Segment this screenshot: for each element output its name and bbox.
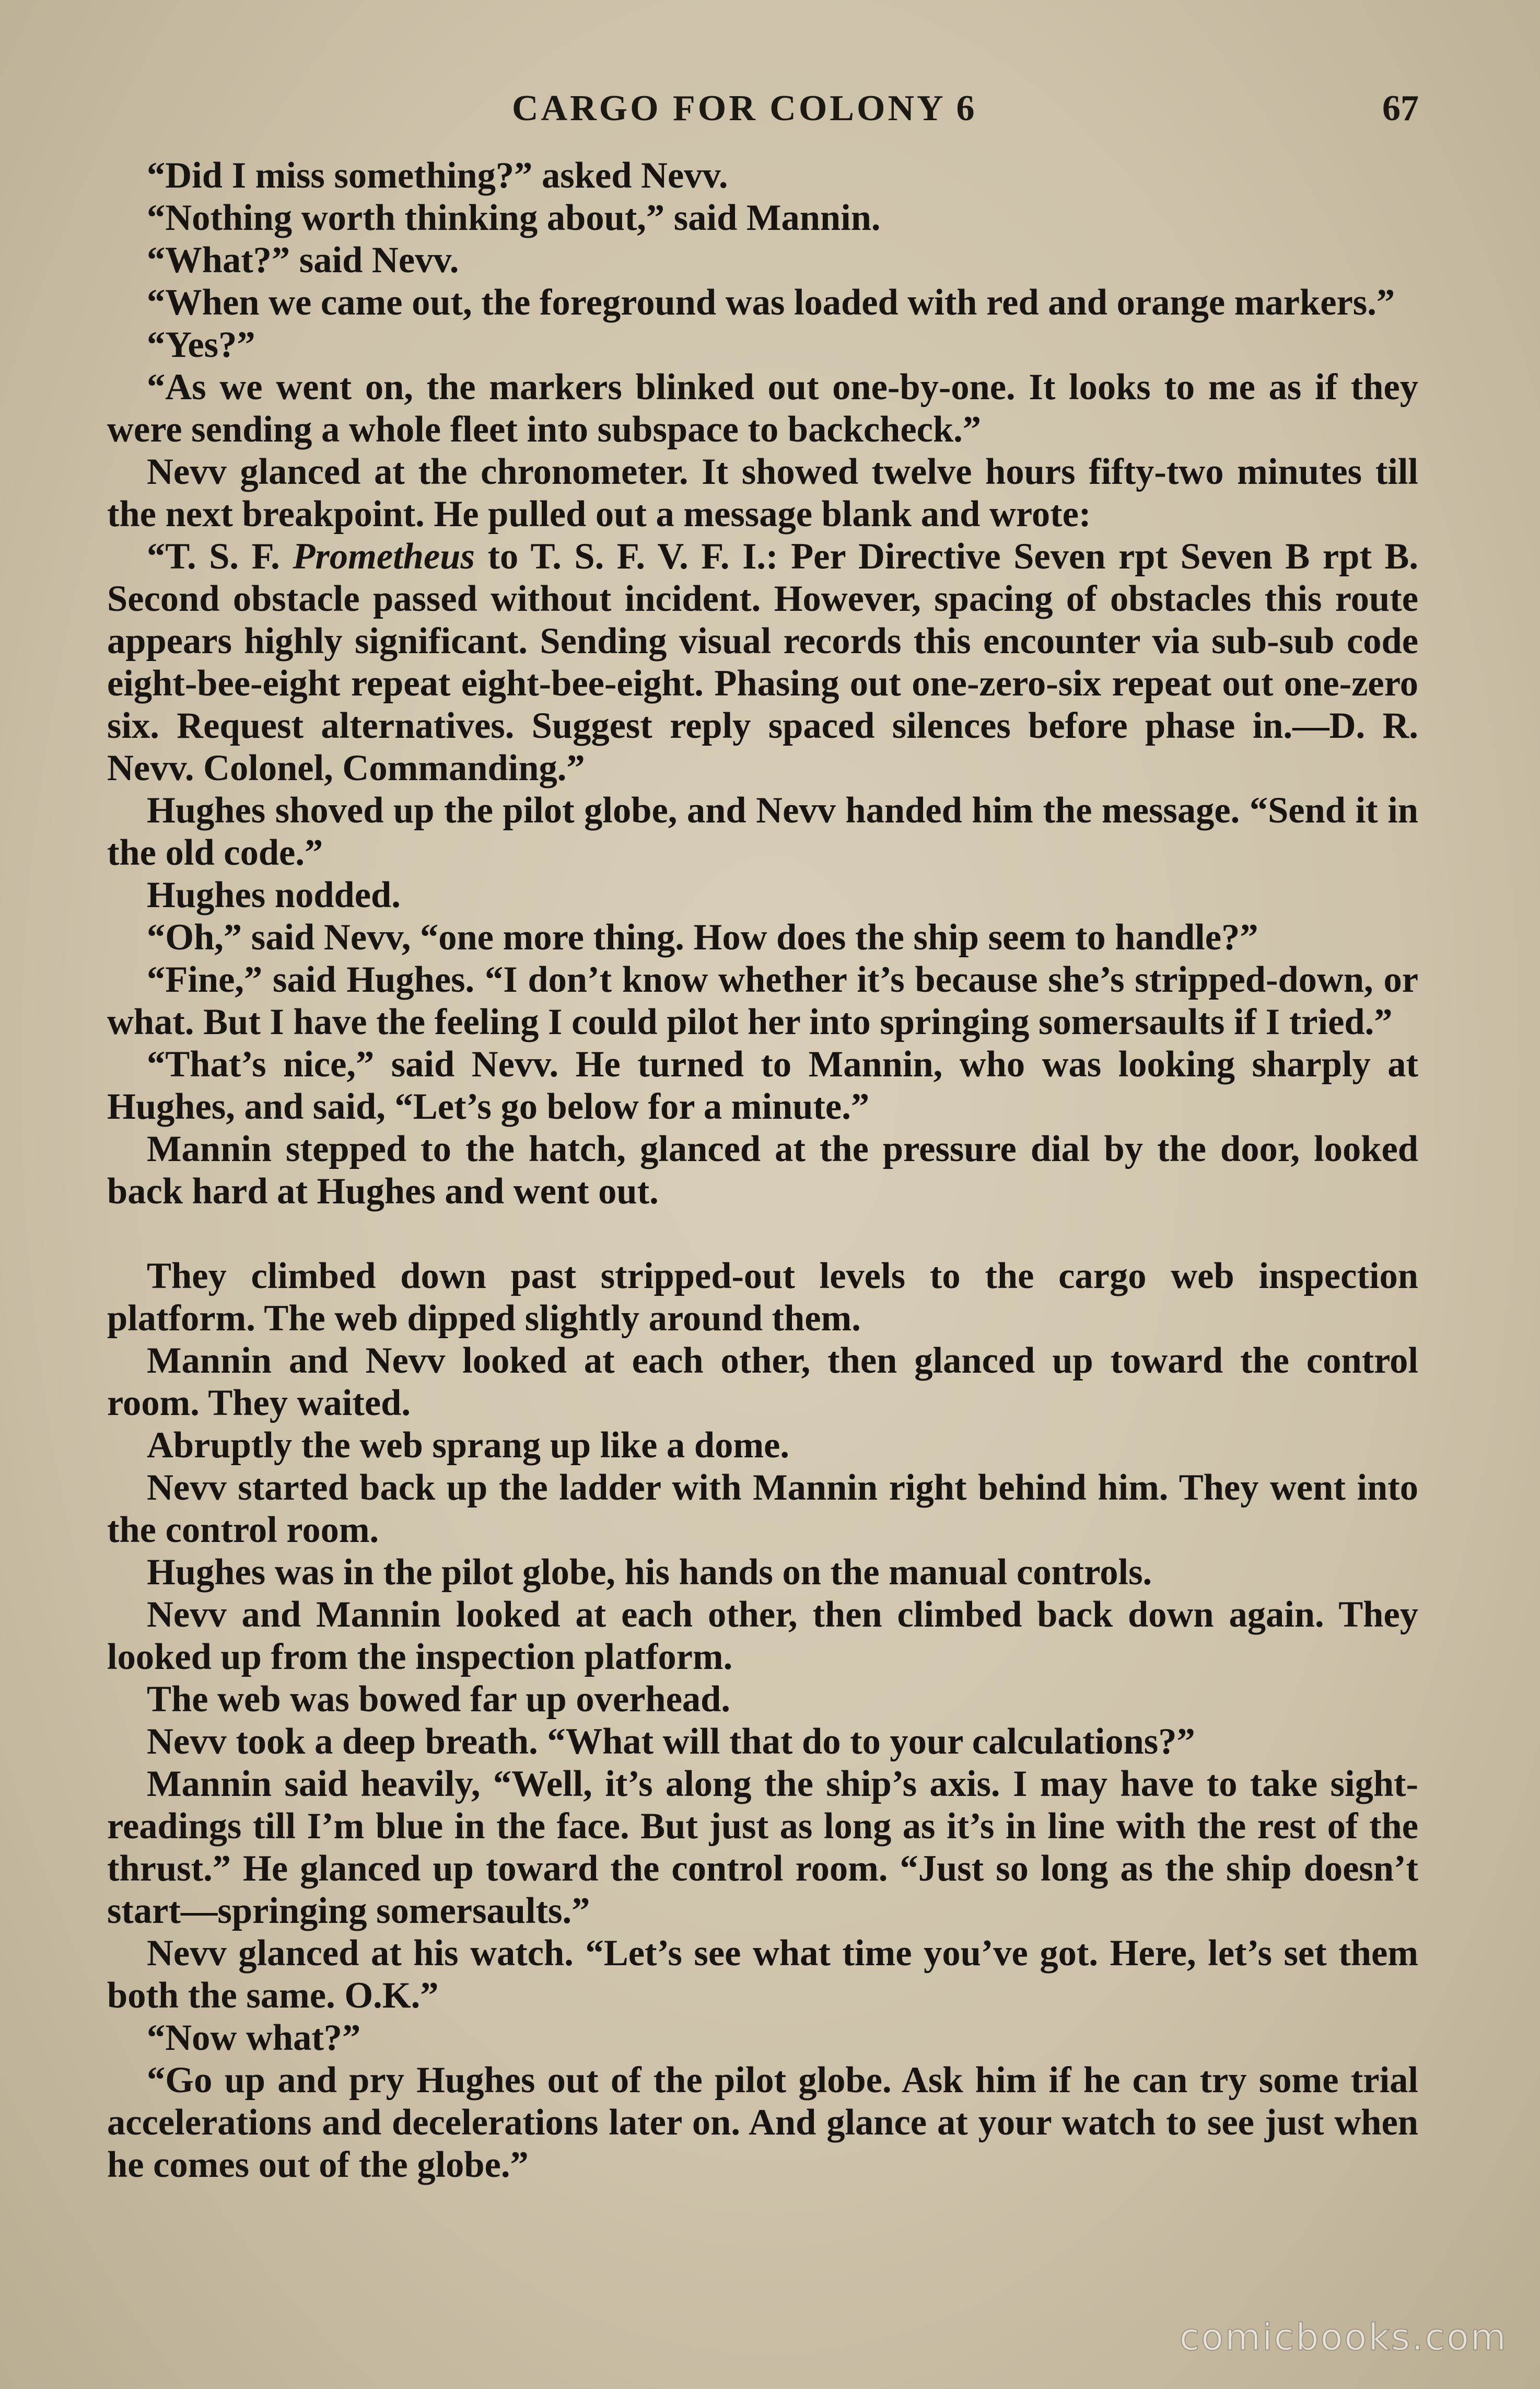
paragraph [107,959,1418,1043]
paragraph [107,1763,1418,1932]
paragraph-text: Nevv started back up the ladder with Mannin right behind him. They went into the control room. [107,1467,1418,1550]
paragraph-text: Mannin and Nevv looked at each other, then glanced up toward the control room. They waited. [107,1340,1418,1423]
paragraph-text: “Now what?” [147,2017,361,2058]
paragraph [107,2017,1418,2059]
paragraph [107,1594,1418,1678]
italic-text: Prometheus [293,536,475,577]
running-title: CARGO FOR COLONY 6 [512,88,977,129]
paragraph [107,1340,1418,1424]
body-text [107,155,1418,2186]
paragraph [107,324,1418,366]
paragraph [107,155,1418,197]
paragraph [107,536,1418,790]
paragraph [107,282,1418,324]
paragraph [107,1551,1418,1594]
paragraph-text: to T. S. F. V. F. I.: Per Directive Seven rpt Seven B rpt B. Second obstacle passed without incident. However, spacing of obstacles this route appears highly significant. Sending visual records this encounter via sub-sub code eight-bee-eight repeat eight-bee-eight. Phasing out one-zero-six repeat out one-zero six. Request alternatives. Suggest reply spaced silences before phase in.—D. R. Nevv. Colonel, Commanding.” [107,536,1419,788]
paragraph [107,1043,1418,1128]
paragraph [107,366,1418,451]
paragraph-text: Hughes nodded. [147,875,401,915]
paragraph [107,1467,1418,1551]
paragraph-text: Nevv took a deep breath. “What will that do to your calculations?” [147,1721,1195,1762]
paragraph [107,2059,1418,2186]
paragraph [107,239,1418,282]
paragraph-text: Hughes was in the pilot globe, his hands on the manual controls. [147,1552,1152,1593]
paragraph [107,790,1418,874]
paragraph-text: Hughes shoved up the pilot globe, and Nevv handed him the message. “Send it in the old code.” [107,790,1418,873]
paragraph [107,1128,1418,1213]
paragraph-text: Nevv glanced at the chronometer. It showed twelve hours fifty-two minutes till the next breakpoint. He pulled out a message blank and wrote: [107,451,1418,535]
paragraph [107,197,1418,239]
paragraph [107,451,1418,536]
paragraph-text: “T. S. F. [147,536,293,577]
paragraph [107,917,1418,959]
paragraph-text: “What?” said Nevv. [147,240,459,281]
paragraph-text: They climbed down past stripped-out levels to the cargo web inspection platform. The web dipped slightly around them. [107,1256,1418,1339]
paragraph-text: Abruptly the web sprang up like a dome. [147,1425,789,1466]
paragraph-text: Nevv glanced at his watch. “Let’s see what time you’ve got. Here, let’s set them both the same. O.K.” [107,1933,1418,2016]
paragraph-text: “Nothing worth thinking about,” said Mannin. [147,198,881,238]
paragraph-text: Mannin said heavily, “Well, it’s along the ship’s axis. I may have to take sight-readings till I’m blue in the face. But just as long as it’s in line with the rest of the thrust.” He glanced up toward the control room. “Just so long as the ship doesn’t start—springing somersaults.” [107,1764,1418,1931]
paragraph [107,1424,1418,1467]
paragraph-text: “Go up and pry Hughes out of the pilot globe. Ask him if he can try some trial accelerations and decelerations later on. And glance at your watch to see just when he comes out of the globe.” [107,2060,1418,2185]
paragraph-text: “Did I miss something?” asked Nevv. [147,155,728,196]
paragraph-text: “That’s nice,” said Nevv. He turned to Mannin, who was looking sharply at Hughes, and said, “Let’s go below for a minute.” [107,1044,1418,1127]
paragraph-text: “Oh,” said Nevv, “one more thing. How does the ship seem to handle?” [147,917,1258,958]
paragraph-text: “Fine,” said Hughes. “I don’t know whether it’s because she’s stripped-down, or what. But I have the feeling I could pilot her into springing somersaults if I tried.” [107,959,1418,1042]
paragraph [107,1721,1418,1763]
paragraph [107,874,1418,917]
paragraph [107,1678,1418,1721]
paragraph [107,1255,1418,1340]
paragraph-text: “When we came out, the foreground was loaded with red and orange markers.” [147,282,1395,323]
page-header [0,88,1540,145]
paragraph [107,1932,1418,2017]
paragraph-text: Mannin stepped to the hatch, glanced at the pressure dial by the door, looked back hard at Hughes and went out. [107,1129,1418,1212]
page-number: 67 [1382,88,1419,129]
paragraph-text: Nevv and Mannin looked at each other, then climbed back down again. They looked up from the inspection platform. [107,1594,1418,1677]
paragraph-text: “Yes?” [147,324,255,365]
watermark: comicbooks.com [1179,2316,1508,2359]
paragraph-text: The web was bowed far up overhead. [147,1679,730,1720]
paragraph-text: “As we went on, the markers blinked out one-by-one. It looks to me as if they were sending a whole fleet into subspace to backcheck.” [107,367,1418,450]
